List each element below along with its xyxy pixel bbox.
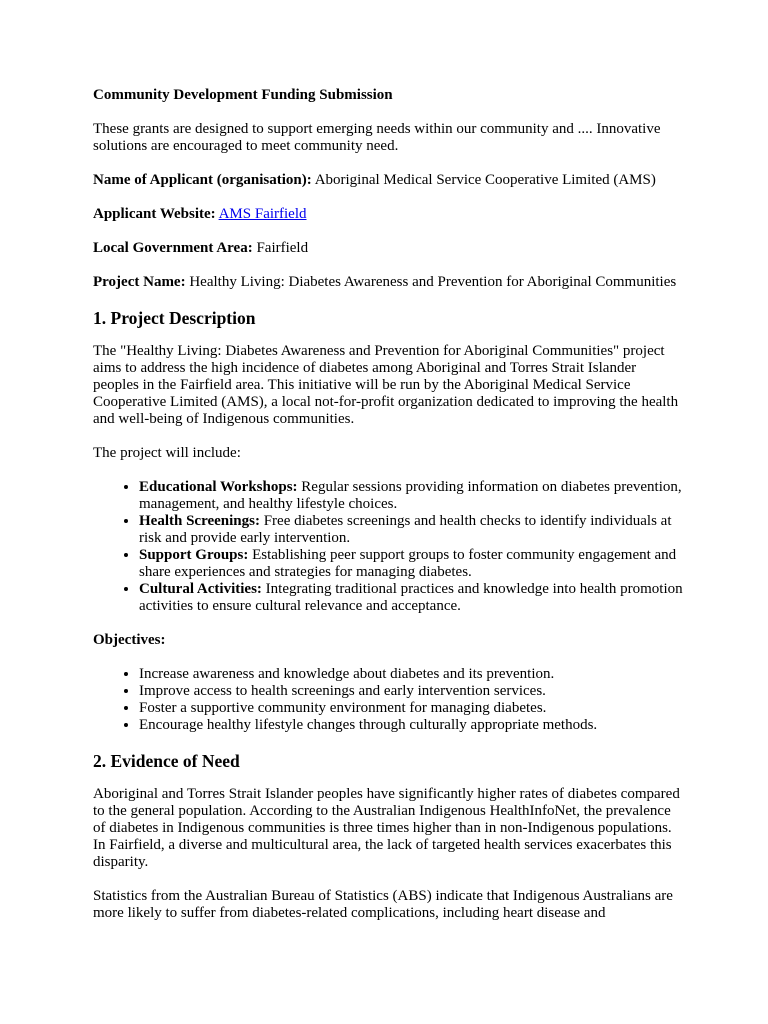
list-item-text: Regular sessions providing information on diabetes prevention, management, and healthy lifestyle choices. [139,479,682,512]
list-item-title: Educational Workshops: [139,479,298,495]
lga-line [93,240,683,257]
applicant-label: Name of Applicant (organisation): [93,172,312,188]
list-item [139,479,683,513]
lga-label: Local Government Area: [93,240,253,256]
evidence-paragraph-1: Aboriginal and Torres Strait Islander peoples have significantly higher rates of diabetes compared to the general population. According to the Australian Indigenous HealthInfoNet, the prevalence of diabetes in Indigenous communities is three times higher than in non-Indigenous populations. In Fairfield, a diverse and multicultural area, the lack of targeted health services exacerbates this disparity. [93,786,680,870]
list-item-title: Health Screenings: [139,513,260,529]
includes-list [93,479,683,615]
list-item-text: Free diabetes screenings and health checks to identify individuals at risk and provide early intervention. [139,513,672,546]
list-item [139,513,683,547]
website-link[interactable]: AMS Fairfield [218,206,307,222]
evidence-paragraph-2: Statistics from the Australian Bureau of Statistics (ABS) indicate that Indigenous Australians are more likely to suffer from diabetes-related complications, including heart disease and [93,888,673,921]
objectives-list [93,666,683,734]
list-item-text: Integrating traditional practices and knowledge into health promotion activities to ensure cultural relevance and acceptance. [139,581,683,614]
list-item: • Encourage healthy lifestyle changes through culturally appropriate methods. [139,717,683,734]
project-name-label: Project Name: [93,274,186,290]
document-page [93,87,683,939]
objectives-label: Objectives: [93,632,166,648]
project-name-value: Healthy Living: Diabetes Awareness and Prevention for Aboriginal Communities [189,274,677,290]
applicant-value: Aboriginal Medical Service Cooperative Limited (AMS) [314,172,656,188]
list-item-text: Establishing peer support groups to foster community engagement and share experiences and strategies for managing diabetes. [139,547,677,580]
project-description-paragraph: The "Healthy Living: Diabetes Awareness and Prevention for Aboriginal Communities" project aims to address the high incidence of diabetes among Aboriginal and Torres Strait Islander peoples in the Fairfield area. This initiative will be run by the Aboriginal Medical Service Cooperative Limited (AMS), a local not-for-profit organization dedicated to improving the health and well-being of Indigenous communities. [93,343,679,427]
section-heading-project-description: 1. Project Description [93,308,256,328]
list-item [139,547,683,581]
document-title: Community Development Funding Submission [93,87,393,103]
applicant-line [93,172,683,189]
list-item [139,581,683,615]
lga-value: Fairfield [256,240,309,256]
list-item: • Foster a supportive community environment for managing diabetes. [139,700,683,717]
list-item-title: Cultural Activities: [139,581,262,597]
list-item-title: Support Groups: [139,547,249,563]
website-line [93,206,683,223]
intro-paragraph: These grants are designed to support emerging needs within our community and .... Innovative solutions are encouraged to meet community need. [93,121,661,154]
includes-intro: The project will include: [93,445,241,461]
website-label: Applicant Website: [93,206,216,222]
project-name-line [93,274,683,291]
section-heading-evidence-of-need: 2. Evidence of Need [93,751,240,771]
list-item: • Increase awareness and knowledge about diabetes and its prevention. [139,666,683,683]
list-item: • Improve access to health screenings and early intervention services. [139,683,683,700]
